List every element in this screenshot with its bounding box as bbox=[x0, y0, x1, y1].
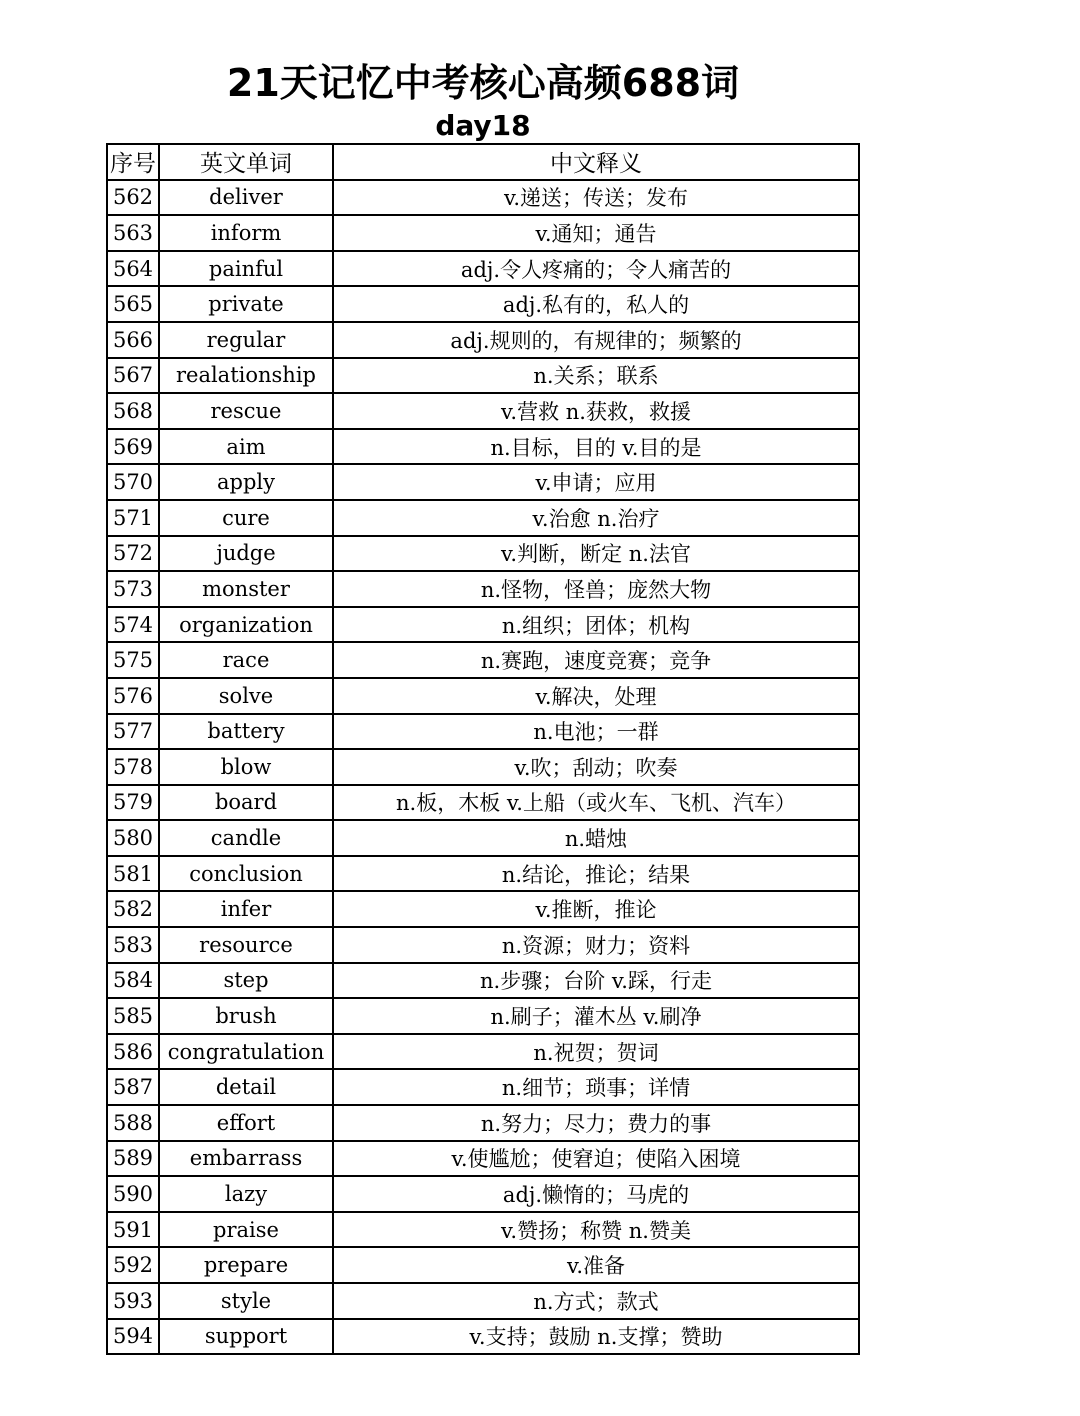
chinese-meaning-cell: adj.懒惰的；马虎的 bbox=[333, 1176, 859, 1212]
row-number-cell: 587 bbox=[107, 1069, 159, 1105]
chinese-meaning-cell: v.申请；应用 bbox=[333, 464, 859, 500]
row-number-cell: 566 bbox=[107, 322, 159, 358]
table-row bbox=[107, 215, 859, 251]
page-subtitle: day18 bbox=[435, 109, 531, 142]
english-word-cell: conclusion bbox=[159, 856, 333, 892]
english-word-cell: blow bbox=[159, 749, 333, 785]
chinese-meaning-cell: v.解决，处理 bbox=[333, 678, 859, 714]
english-word-cell: private bbox=[159, 286, 333, 322]
chinese-meaning-cell: v.使尴尬；使窘迫；使陷入困境 bbox=[333, 1141, 859, 1177]
table-row bbox=[107, 180, 859, 216]
table-row bbox=[107, 571, 859, 607]
row-number-cell: 583 bbox=[107, 927, 159, 963]
table-row bbox=[107, 251, 859, 287]
english-word-cell: painful bbox=[159, 251, 333, 287]
row-number-cell: 585 bbox=[107, 998, 159, 1034]
chinese-meaning-cell: n.目标，目的 v.目的是 bbox=[333, 429, 859, 465]
english-word-cell: prepare bbox=[159, 1247, 333, 1283]
table-row bbox=[107, 1105, 859, 1141]
row-number-cell: 594 bbox=[107, 1319, 159, 1355]
chinese-meaning-cell: v.准备 bbox=[333, 1247, 859, 1283]
row-number-cell: 586 bbox=[107, 1034, 159, 1070]
chinese-meaning-cell: n.方式；款式 bbox=[333, 1283, 859, 1319]
column-header-number: 序号 bbox=[107, 144, 159, 180]
chinese-meaning-cell: adj.私有的，私人的 bbox=[333, 286, 859, 322]
table-row bbox=[107, 963, 859, 999]
row-number-cell: 570 bbox=[107, 464, 159, 500]
chinese-meaning-cell: n.刷子；灌木丛 v.刷净 bbox=[333, 998, 859, 1034]
row-number-cell: 567 bbox=[107, 358, 159, 394]
row-number-cell: 568 bbox=[107, 393, 159, 429]
row-number-cell: 592 bbox=[107, 1247, 159, 1283]
table-row bbox=[107, 393, 859, 429]
table-row bbox=[107, 856, 859, 892]
row-number-cell: 569 bbox=[107, 429, 159, 465]
english-word-cell: support bbox=[159, 1319, 333, 1355]
chinese-meaning-cell: n.怪物，怪兽；庞然大物 bbox=[333, 571, 859, 607]
table-row bbox=[107, 1176, 859, 1212]
english-word-cell: step bbox=[159, 963, 333, 999]
english-word-cell: apply bbox=[159, 464, 333, 500]
row-number-cell: 589 bbox=[107, 1141, 159, 1177]
table-row bbox=[107, 642, 859, 678]
english-word-cell: embarrass bbox=[159, 1141, 333, 1177]
table-body bbox=[107, 180, 859, 1355]
chinese-meaning-cell: adj.规则的，有规律的；频繁的 bbox=[333, 322, 859, 358]
chinese-meaning-cell: n.结论，推论；结果 bbox=[333, 856, 859, 892]
table-row bbox=[107, 464, 859, 500]
chinese-meaning-cell: n.步骤；台阶 v.踩，行走 bbox=[333, 963, 859, 999]
row-number-cell: 582 bbox=[107, 891, 159, 927]
row-number-cell: 593 bbox=[107, 1283, 159, 1319]
english-word-cell: board bbox=[159, 785, 333, 821]
table-row bbox=[107, 749, 859, 785]
row-number-cell: 577 bbox=[107, 714, 159, 750]
chinese-meaning-cell: n.细节；琐事；详情 bbox=[333, 1069, 859, 1105]
english-word-cell: realationship bbox=[159, 358, 333, 394]
english-word-cell: regular bbox=[159, 322, 333, 358]
chinese-meaning-cell: v.支持；鼓励 n.支撑；赞助 bbox=[333, 1319, 859, 1355]
english-word-cell: candle bbox=[159, 820, 333, 856]
english-word-cell: organization bbox=[159, 607, 333, 643]
english-word-cell: resource bbox=[159, 927, 333, 963]
chinese-meaning-cell: n.祝贺；贺词 bbox=[333, 1034, 859, 1070]
chinese-meaning-cell: n.电池；一群 bbox=[333, 714, 859, 750]
chinese-meaning-cell: n.板，木板 v.上船（或火车、飞机、汽车） bbox=[333, 785, 859, 821]
english-word-cell: style bbox=[159, 1283, 333, 1319]
table-row bbox=[107, 927, 859, 963]
table-header-row bbox=[107, 144, 859, 180]
row-number-cell: 588 bbox=[107, 1105, 159, 1141]
table-row bbox=[107, 536, 859, 572]
page-title: 21天记忆中考核心高频688词 bbox=[226, 61, 740, 105]
row-number-cell: 579 bbox=[107, 785, 159, 821]
row-number-cell: 573 bbox=[107, 571, 159, 607]
chinese-meaning-cell: adj.令人疼痛的；令人痛苦的 bbox=[333, 251, 859, 287]
table-row bbox=[107, 678, 859, 714]
chinese-meaning-cell: v.递送；传送；发布 bbox=[333, 180, 859, 216]
english-word-cell: race bbox=[159, 642, 333, 678]
chinese-meaning-cell: n.蜡烛 bbox=[333, 820, 859, 856]
chinese-meaning-cell: v.治愈 n.治疗 bbox=[333, 500, 859, 536]
english-word-cell: solve bbox=[159, 678, 333, 714]
row-number-cell: 590 bbox=[107, 1176, 159, 1212]
english-word-cell: infer bbox=[159, 891, 333, 927]
english-word-cell: inform bbox=[159, 215, 333, 251]
table-row bbox=[107, 1283, 859, 1319]
chinese-meaning-cell: v.判断，断定 n.法官 bbox=[333, 536, 859, 572]
table-row bbox=[107, 998, 859, 1034]
english-word-cell: praise bbox=[159, 1212, 333, 1248]
chinese-meaning-cell: v.通知；通告 bbox=[333, 215, 859, 251]
chinese-meaning-cell: v.吹；刮动；吹奏 bbox=[333, 749, 859, 785]
english-word-cell: cure bbox=[159, 500, 333, 536]
row-number-cell: 565 bbox=[107, 286, 159, 322]
chinese-meaning-cell: n.赛跑，速度竞赛；竞争 bbox=[333, 642, 859, 678]
english-word-cell: deliver bbox=[159, 180, 333, 216]
chinese-meaning-cell: v.赞扬；称赞 n.赞美 bbox=[333, 1212, 859, 1248]
row-number-cell: 575 bbox=[107, 642, 159, 678]
chinese-meaning-cell: n.资源；财力；资料 bbox=[333, 927, 859, 963]
english-word-cell: monster bbox=[159, 571, 333, 607]
chinese-meaning-cell: v.营救 n.获救，救援 bbox=[333, 393, 859, 429]
english-word-cell: battery bbox=[159, 714, 333, 750]
chinese-meaning-cell: n.努力；尽力；费力的事 bbox=[333, 1105, 859, 1141]
table-row bbox=[107, 1034, 859, 1070]
row-number-cell: 581 bbox=[107, 856, 159, 892]
row-number-cell: 578 bbox=[107, 749, 159, 785]
chinese-meaning-cell: v.推断，推论 bbox=[333, 891, 859, 927]
chinese-meaning-cell: n.组织；团体；机构 bbox=[333, 607, 859, 643]
english-word-cell: judge bbox=[159, 536, 333, 572]
table-row bbox=[107, 1212, 859, 1248]
row-number-cell: 562 bbox=[107, 180, 159, 216]
chinese-meaning-cell: n.关系；联系 bbox=[333, 358, 859, 394]
english-word-cell: lazy bbox=[159, 1176, 333, 1212]
table-row bbox=[107, 1247, 859, 1283]
english-word-cell: aim bbox=[159, 429, 333, 465]
table-row bbox=[107, 785, 859, 821]
table-row bbox=[107, 358, 859, 394]
table-row bbox=[107, 714, 859, 750]
row-number-cell: 571 bbox=[107, 500, 159, 536]
row-number-cell: 572 bbox=[107, 536, 159, 572]
english-word-cell: rescue bbox=[159, 393, 333, 429]
table-row bbox=[107, 607, 859, 643]
table-row bbox=[107, 429, 859, 465]
column-header-english-word: 英文单词 bbox=[159, 144, 333, 180]
english-word-cell: congratulation bbox=[159, 1034, 333, 1070]
column-header-chinese-meaning: 中文释义 bbox=[333, 144, 859, 180]
table-row bbox=[107, 322, 859, 358]
table-row bbox=[107, 500, 859, 536]
table-row bbox=[107, 1319, 859, 1355]
vocabulary-table bbox=[106, 143, 860, 1355]
english-word-cell: effort bbox=[159, 1105, 333, 1141]
row-number-cell: 576 bbox=[107, 678, 159, 714]
row-number-cell: 563 bbox=[107, 215, 159, 251]
row-number-cell: 591 bbox=[107, 1212, 159, 1248]
english-word-cell: brush bbox=[159, 998, 333, 1034]
row-number-cell: 574 bbox=[107, 607, 159, 643]
table-row bbox=[107, 1141, 859, 1177]
row-number-cell: 564 bbox=[107, 251, 159, 287]
table-row bbox=[107, 891, 859, 927]
row-number-cell: 584 bbox=[107, 963, 159, 999]
table-row bbox=[107, 820, 859, 856]
row-number-cell: 580 bbox=[107, 820, 159, 856]
english-word-cell: detail bbox=[159, 1069, 333, 1105]
table-row bbox=[107, 1069, 859, 1105]
table-row bbox=[107, 286, 859, 322]
